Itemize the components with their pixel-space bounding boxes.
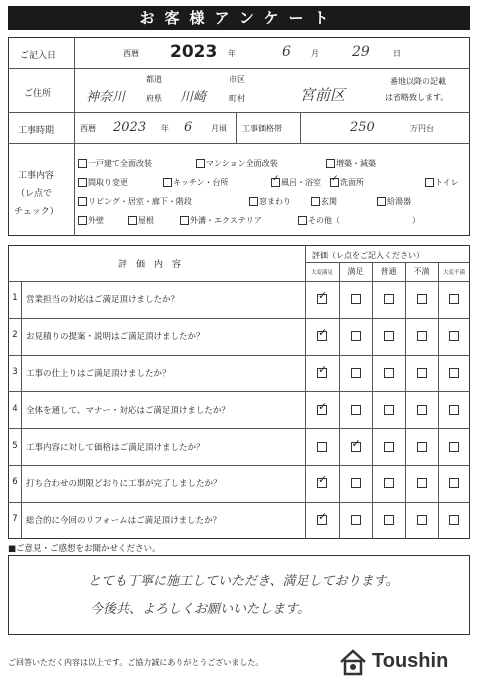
comments-line-2: 今後共、よろしくお願いいたします。 [90,602,310,617]
work-type-option[interactable] [78,158,152,169]
rating-checkbox[interactable] [449,478,459,488]
work-type-option-label: 給湯器 [387,197,411,206]
work-type-option[interactable] [180,215,262,226]
rating-checked-icon[interactable] [317,478,327,488]
question-number: 5 [12,440,18,451]
work-type-option[interactable] [377,196,411,207]
question-text: 総合的に今回のリフォームはご満足頂けましたか？ [26,516,222,527]
rating-checkbox[interactable] [417,515,427,525]
checkbox-icon[interactable] [377,197,386,206]
work-type-option-label: リビング・居室・廊下・階段 [88,197,192,206]
comments-label: ■ご意見・ご感想をお聞かせください。 [8,544,161,554]
checkbox-icon[interactable] [78,178,87,187]
checked-box-icon[interactable] [330,178,339,187]
work-type-option-label: 屋根 [138,216,154,225]
question-text: 工事内容に対して価格はご満足頂けましたか？ [26,442,205,453]
city-unit-top: 市区 [229,75,245,84]
checkbox-icon[interactable] [163,178,172,187]
address-note-1: 番地以降の記載 [390,77,446,86]
work-type-option[interactable] [78,177,128,188]
rating-checkbox[interactable] [449,294,459,304]
address-note-2: は省略致します。 [385,93,449,102]
question-number: 3 [12,367,18,377]
rating-checked-icon[interactable] [317,294,327,304]
rating-checkbox[interactable] [449,442,459,452]
address-city: 川崎 [180,90,207,105]
date-month-unit: 月 [311,49,319,58]
rating-checkbox[interactable] [351,405,361,415]
checkbox-icon[interactable] [78,159,87,168]
rating-checkbox[interactable] [417,478,427,488]
work-type-option-label: トイレ [435,178,459,187]
rating-checkbox[interactable] [351,368,361,378]
rating-checkbox[interactable] [351,478,361,488]
content-label-1: 工事内容 [18,171,55,181]
date-label: ご記入日 [20,51,57,61]
date-year: 2023 [170,42,218,62]
price-unit: 万円台 [410,124,434,133]
work-type-option-label: 増築・減築 [336,159,376,168]
rating-checkbox[interactable] [384,515,394,525]
rating-checkbox[interactable] [351,294,361,304]
date-era: 西暦 [123,49,139,58]
pref-unit-top: 都道 [146,75,162,84]
work-type-option-label: 外溝・エクステリア [190,216,262,225]
question-number: 1 [12,293,18,304]
work-type-option[interactable] [249,196,291,207]
work-type-option[interactable] [78,196,192,207]
rating-checked-icon[interactable] [317,515,327,525]
question-text: 打ち合わせの期限どおりに工事が完了しましたか？ [26,479,222,490]
work-type-option[interactable] [326,158,376,169]
work-type-option[interactable] [311,196,337,207]
rating-checkbox[interactable] [384,405,394,415]
price-value: 250 [350,120,375,135]
rating-checkbox[interactable] [417,405,427,415]
rating-level-label: 大変満足 [310,270,333,276]
checkbox-icon[interactable] [78,197,87,206]
date-month: 6 [282,44,291,60]
rating-checkbox[interactable] [449,515,459,525]
question-text: 工事の仕上りはご満足頂けましたか？ [26,369,171,379]
brand-name: Toushin [372,650,449,672]
rating-checkbox[interactable] [351,515,361,525]
work-type-option[interactable] [163,177,228,188]
rating-checkbox[interactable] [449,368,459,378]
rating-checkbox[interactable] [351,331,361,341]
rating-checkbox[interactable] [449,331,459,341]
work-type-option[interactable] [425,177,459,188]
checkbox-icon[interactable] [326,159,335,168]
work-type-option[interactable] [78,215,104,226]
rating-checkbox[interactable] [417,442,427,452]
rating-checked-icon[interactable] [317,405,327,415]
rating-level-label: 普通 [380,267,397,276]
question-text: 全体を通して、マナー・対応はご満足頂けましたか？ [26,405,230,416]
period-year: 2023 [113,120,147,135]
pref-unit-bottom: 府県 [146,94,162,103]
content-label-3: チェック） [14,207,59,217]
content-label-2: （レ点で [16,189,53,199]
rating-checkbox[interactable] [384,478,394,488]
period-label: 工事時期 [18,126,55,136]
checkbox-icon[interactable] [311,197,320,206]
work-type-option-label: 外壁 [88,216,104,225]
work-type-option-label: その他（ ） [308,216,420,225]
checked-box-icon[interactable] [271,178,280,187]
checkbox-icon[interactable] [78,216,87,225]
rating-checked-icon[interactable] [351,442,361,452]
date-day: 29 [352,44,370,60]
work-type-option-label: 間取り変更 [88,178,128,187]
work-type-option-label: 洗面所 [340,178,364,187]
date-year-unit: 年 [228,49,236,58]
checkbox-icon[interactable] [180,216,189,225]
question-text: お見積りの提案・説明はご満足頂けましたか？ [26,332,205,343]
city-unit-bottom: 町村 [229,94,245,103]
checkbox-icon[interactable] [196,159,205,168]
rating-checkbox[interactable] [417,368,427,378]
checkbox-icon[interactable] [249,197,258,206]
rating-checkbox[interactable] [384,331,394,341]
rating-checkbox[interactable] [384,294,394,304]
comments-line-1: とても丁寧に施工していただき、満足しております。 [88,574,399,589]
work-type-option-label: 風呂・浴室 [281,178,321,187]
rating-checked-icon[interactable] [317,368,327,378]
rating-checkbox[interactable] [317,442,327,452]
rating-level-label: 大変不満 [442,270,465,276]
question-number: 7 [12,514,18,525]
address-label: ご住所 [24,89,52,99]
address-ward: 宮前区 [300,86,346,104]
rating-section-title: 評 価 内 容 [118,260,182,270]
period-month-unit: 月頃 [211,124,227,133]
rating-level-label: 不満 [413,267,430,276]
date-day-unit: 日 [393,49,401,58]
work-type-option[interactable] [128,215,154,226]
comments-box [8,555,470,635]
checkbox-icon[interactable] [128,216,137,225]
rating-checked-icon[interactable] [317,331,327,341]
work-type-option-label: 一戸建て全面改装 [88,159,152,168]
house-logo-icon [338,648,368,676]
question-number: 6 [12,477,18,488]
rating-checkbox[interactable] [384,368,394,378]
question-number: 2 [12,330,18,341]
work-type-option-label: キッチン・台所 [173,178,229,187]
rating-checkbox[interactable] [417,331,427,341]
question-number: 4 [12,403,18,414]
checkbox-icon[interactable] [425,178,434,187]
period-month: 6 [184,120,193,135]
rating-level-label: 満足 [347,267,364,276]
checkbox-icon[interactable] [298,216,307,225]
work-type-option[interactable] [298,215,420,226]
footer-text: ご回答いただく内容は以上です。ご協力誠にありがとうございました。 [8,658,264,667]
question-text: 営業担当の対応はご満足頂けましたか？ [26,295,180,306]
period-era: 西暦 [80,124,96,133]
work-type-option[interactable] [271,177,321,188]
rating-header: 評価（レ点をご記入ください） [312,251,424,260]
work-type-option-label: マンション全面改装 [206,159,278,168]
work-type-option-label: 玄関 [321,197,337,206]
rating-checkbox[interactable] [417,294,427,304]
period-year-unit: 年 [161,124,169,133]
price-label: 工事価格帯 [242,124,282,133]
page-title: お客様アンケート [8,6,470,30]
address-prefecture: 神奈川 [86,90,126,105]
work-type-option[interactable] [330,177,364,188]
rating-checkbox[interactable] [384,442,394,452]
work-type-option-label: 窓まわり [259,197,291,206]
work-type-option[interactable] [196,158,278,169]
rating-checkbox[interactable] [449,405,459,415]
